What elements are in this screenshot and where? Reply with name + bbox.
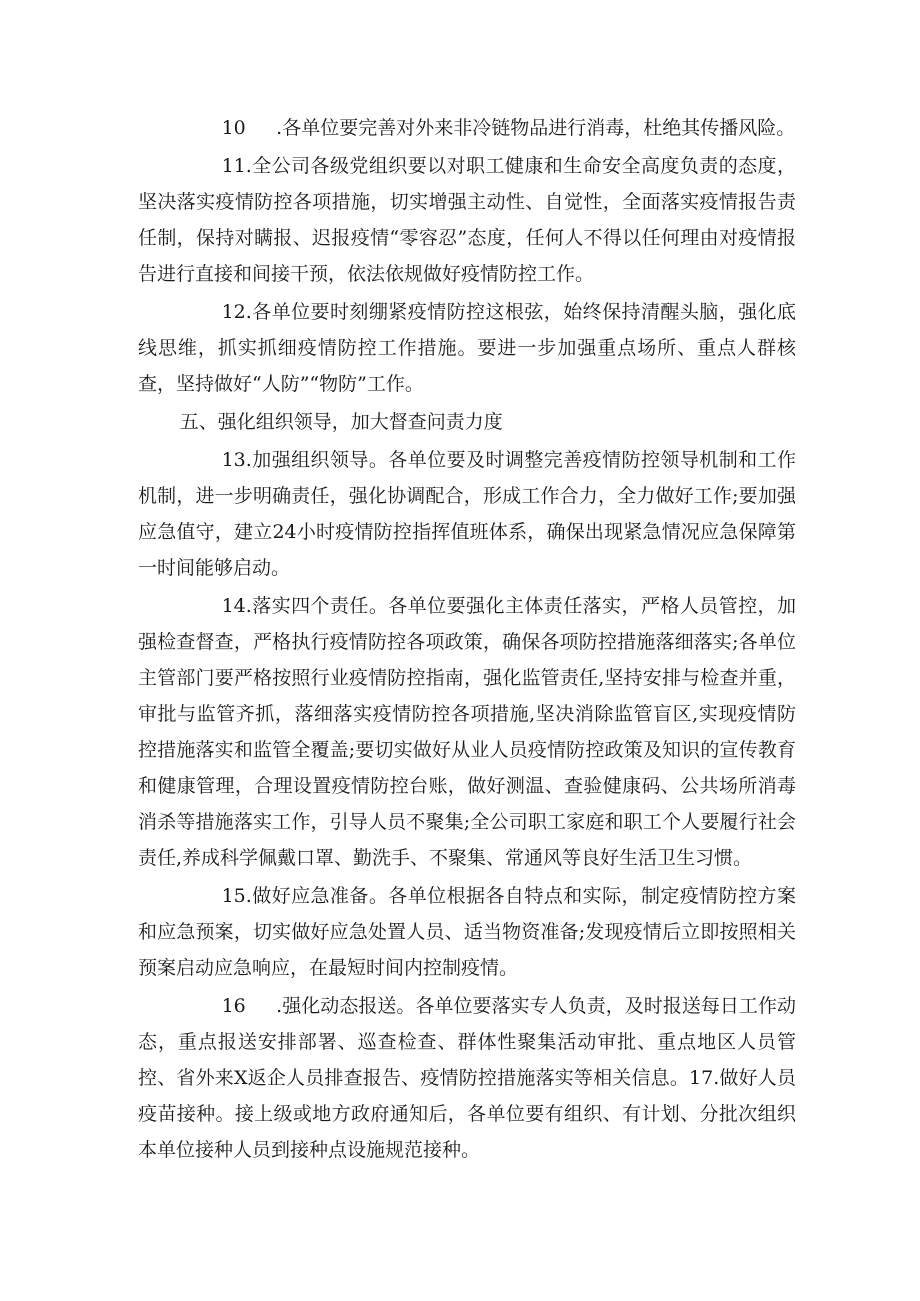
section-heading: [138, 404, 796, 440]
paragraph-number: 10: [221, 117, 246, 139]
paragraph-number: 12: [221, 301, 246, 323]
paragraph-12: [138, 294, 796, 402]
paragraph-14: [138, 588, 796, 876]
paragraph-text: .强化动态报送。各单位要落实专人负责，及时报送每日工作动态，重点报送安排部署、巡查检查、群体性聚集活动审批、重点地区人员管控、省外来X返企人员排查报告、疫情防控措施落实等相关信息。17.做好人员疫苗接种。接上级或地方政府通知后，各单位要有组织、有计划、分批次组织本单位接种人员到接种点设施规范接种。: [138, 995, 796, 1161]
paragraph-13: [138, 442, 796, 586]
paragraph-15: [138, 878, 796, 986]
paragraph-text: .各单位要完善对外来非冷链物品进行消毒，杜绝其传播风险。: [276, 117, 796, 139]
section-heading-text: 五、强化组织领导，加大督查问责力度: [179, 411, 503, 433]
paragraph-number: 14: [221, 595, 246, 617]
paragraph-number: 15: [221, 885, 246, 907]
document-body: [138, 110, 796, 1170]
paragraph-10: [138, 110, 796, 146]
paragraph-text: .落实四个责任。各单位要强化主体责任落实，严格人员管控，加强检查督查，严格执行疫情防控各项政策，确保各项防控措施落细落实;各单位主管部门要严格按照行业疫情防控指南，强化监管责任,坚持安排与检查并重，审批与监管齐抓，落细落实疫情防控各项措施,坚决消除监管盲区,实现疫情防控措施落实和监管全覆盖;要切实做好从业人员疫情防控政策及知识的宣传教育和健康管理，合理设置疫情防控台账，做好测温、查验健康码、公共场所消毒消杀等措施落实工作，引导人员不聚集;全公司职工家庭和职工个人要履行社会责任,养成科学佩戴口罩、勤洗手、不聚集、常通风等良好生活卫生习惯。: [138, 595, 796, 869]
paragraph-text: .加强组织领导。各单位要及时调整完善疫情防控领导机制和工作机制，进一步明确责任，强化协调配合，形成工作合力，全力做好工作;要加强应急值守，建立24小时疫情防控指挥值班体系，确保出现紧急情况应急保障第一时间能够启动。: [138, 449, 796, 579]
paragraph-text: .做好应急准备。各单位根据各自特点和实际，制定疫情防控方案和应急预案，切实做好应急处置人员、适当物资准备;发现疫情后立即按照相关预案启动应急响应，在最短时间内控制疫情。: [138, 885, 796, 979]
paragraph-11: [138, 148, 796, 292]
paragraph-number: 13: [221, 449, 246, 471]
paragraph-number: 16: [221, 995, 246, 1017]
paragraph-text: .各单位要时刻绷紧疫情防控这根弦，始终保持清醒头脑，强化底线思维，抓实抓细疫情防控工作措施。要进一步加强重点场所、重点人群核查，坚持做好“人防”“物防”工作。: [138, 301, 796, 395]
paragraph-text: .全公司各级党组织要以对职工健康和生命安全高度负责的态度，坚决落实疫情防控各项措施，切实增强主动性、自觉性，全面落实疫情报告责任制，保持对瞒报、迟报疫情“零容忍”态度，任何人不得以任何理由对疫情报告进行直接和间接干预，依法依规做好疫情防控工作。: [138, 155, 796, 285]
paragraph-number: 11: [221, 155, 246, 177]
paragraph-16: [138, 988, 796, 1168]
